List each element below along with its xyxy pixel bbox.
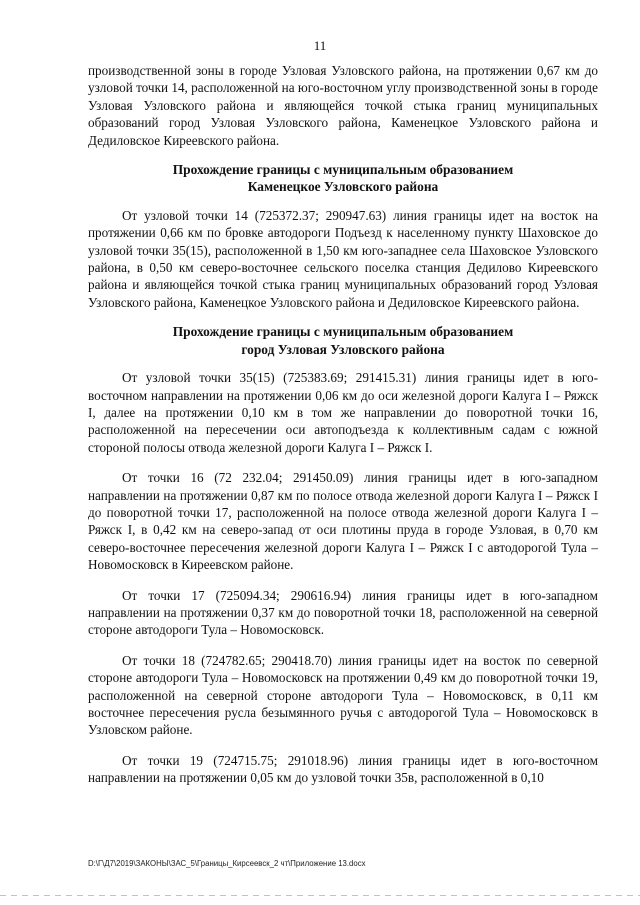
paragraph: От узловой точки 35(15) (725383.69; 291415.31) линия границы идет в юго-восточном направлении на протяжении 0,06 км до оси железной дороги Калуга I – Ряжск I, далее на протяжении 0,10 км в том же направлении до поворотной точки 16, расположенной на пересечении оси автоподъезда к коллективным садам с южной стороной полосы отвода железной дороги Калуга I – Ряжск I. bbox=[88, 370, 598, 455]
paragraph: От точки 18 (724782.65; 290418.70) линия границы идет на восток по северной стороне автодороги Тула – Новомосковск на протяжении 0,49 км до поворотной точки 19, расположенной на северной стороне автодороги Тула – Новомосковск, в 0,11 км восточнее пересечения русла безымянного ручья с автодорогой Тула – Новомосковск в Узловском районе. bbox=[88, 652, 598, 738]
paragraph: производственной зоны в городе Узловая Узловского района, на протяжении 0,67 км до узловой точки 14, расположенной на юго-восточном углу производственной зоны в городе Узловая Узловского района и являющейся точкой стыка границ муниципальных образований город Узловая Узловского района, Каменецкое Узловского района и Дедиловское Киреевского района. bbox=[88, 63, 598, 148]
section-heading-line: Прохождение границы с муниципальным образованием bbox=[172, 162, 514, 178]
paragraph: От точки 16 (72 232.04; 291450.09) линия границы идет в юго-западном направлении на протяжении 0,87 км по полосе отвода железной дороги Калуга I – Ряжск I до поворотной точки 17, расположенной на полосе отвода железной дороги Калуга I – Ряжск I, в 0,42 км на северо-запад от оси плотины пруда в городе Узловая, в 0,70 км северо-восточнее пересечения железной дороги Калуга I – Ряжск I с автодорогой Тула – Новомосковск в Киреевском районе. bbox=[88, 470, 598, 573]
section-heading-kamenetskoe bbox=[88, 161, 598, 196]
paragraph: От точки 19 (724715.75; 291018.96) линия границы идет в юго-восточном направлении на протяжении 0,05 км до узловой точки 35в, расположенной в 0,10 bbox=[88, 752, 598, 786]
paragraph: От узловой точки 14 (725372.37; 290947.63) линия границы идет на восток на протяжении 0,66 км по бровке автодороги Подъезд к населенному пункту Шаховское до узловой точки 35(15), расположенной в 1,50 км юго-западнее села Шаховское Узловского района, в 0,50 км северо-восточнее сельского поселка станция Дедилово Киреевского района и являющейся точкой стыка границ муниципальных образований город Узловая Узловского района, Каменецкое Узловского района и Дедиловское Киреевского района. bbox=[88, 207, 598, 310]
footer-file-path: D:\Г\Д7\2019\ЗАКОНЫ\ЗАС_5\Границы_Кирсеевск_2 чт\Приложение 13.docx bbox=[88, 859, 366, 868]
section-heading-line: город Узловая Узловского района bbox=[241, 341, 445, 357]
section-heading-uzlovaya bbox=[88, 323, 598, 358]
paragraph: От точки 17 (725094.34; 290616.94) линия границы идет в юго-западном направлении на протяжении 0,37 км до поворотной точки 18, расположенной на северной стороне автодороги Тула – Новомосковск. bbox=[88, 587, 598, 638]
scan-artifact-line bbox=[0, 895, 640, 896]
section-heading-line: Каменецкое Узловского района bbox=[247, 179, 439, 195]
section-heading-line: Прохождение границы с муниципальным образованием bbox=[172, 324, 514, 340]
page-number: 11 bbox=[313, 38, 327, 53]
document-body bbox=[88, 62, 598, 787]
